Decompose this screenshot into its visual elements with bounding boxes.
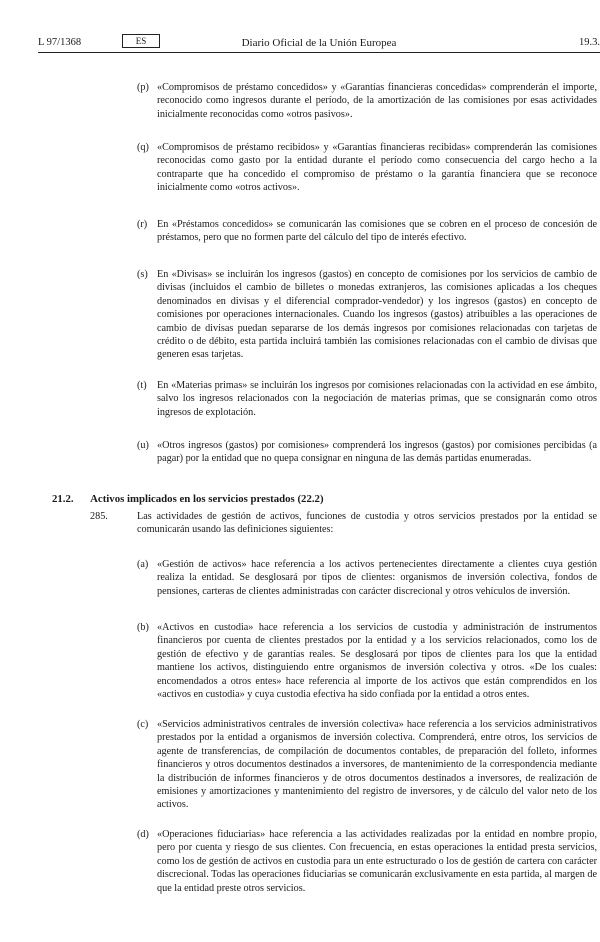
- list-item-a: [137, 558, 597, 598]
- list-item-r: [137, 218, 597, 245]
- item-label: (u): [137, 440, 149, 451]
- list-item-q: [137, 141, 597, 195]
- item-text: «Otros ingresos (gastos) por comisiones» comprenderá los ingresos (gastos) por comisiones percibidas (a pagar) por la entidad que no quepa consignar en ninguna de las demás partidas enumeradas.: [157, 440, 597, 465]
- item-text: En «Divisas» se incluirán los ingresos (gastos) en concepto de comisiones por los servicios de cambio de divisas (incluidos el cambio de billetes o monedas extranjeros, las comisiones aplicadas a los cheques denominados en divisas y el diferencial comprador-vendedor) y los ingresos (gastos) en concepto de comisiones por operaciones internacionales. Cuando los ingresos (gastos) atribuibles a las operaciones de cambio de divisas puedan separarse de los demás ingresos por comisiones relacionadas con tarjetas de crédito o de débito, esta partida incluirá también las comisiones relacionadas con el cambio de divisas que generen esas tarjetas.: [157, 269, 597, 361]
- journal-title: Diario Oficial de la Unión Europea: [241, 37, 397, 49]
- list-item-d: [137, 828, 597, 895]
- item-text: «Activos en custodia» hace referencia a los servicios de custodia y administración de instrumentos financieros por cuenta de clientes prestados por la entidad y a los servicios relacionados, como los de gestión de efectivo y de garantías reales. Se desglosará por tipos de clientes para los que la entidad mantiene los activos, distinguiendo entre organismos de inversión colectiva y otros. «De los cuales: encomendados a otros entes» hace referencia al importe de los activos que están comprendidos en los «activos en custodia» y cuya custodia efectiva ha sido confiada por la entidad a otros entes.: [157, 622, 597, 701]
- paragraph-text: Las actividades de gestión de activos, funciones de custodia y otros servicios prestados por la entidad se comunicarán usando las definiciones siguientes:: [137, 511, 597, 536]
- header-date: 19.3.: [579, 37, 600, 48]
- item-text: En «Materias primas» se incluirán los ingresos por comisiones relacionadas con la actividad en ese ámbito, salvo los ingresos relacionados con la negociación de materias primas, que se consignarán como otros ingresos de explotación.: [157, 380, 597, 418]
- list-item-t: [137, 379, 597, 419]
- list-item-b: [137, 621, 597, 701]
- section-number: 21.2.: [52, 493, 74, 505]
- journal-reference: L 97/1368: [38, 37, 82, 48]
- item-label: (t): [137, 380, 147, 391]
- paragraph-285: [90, 510, 597, 537]
- page-header: [38, 32, 600, 54]
- section-heading: [52, 492, 592, 506]
- item-label: (r): [137, 219, 148, 230]
- list-item-p: [137, 81, 597, 121]
- header-rule: [38, 52, 600, 53]
- item-label: (d): [137, 829, 149, 840]
- item-text: «Compromisos de préstamo recibidos» y «Garantías financieras recibidas» comprenderán las comisiones reconocidas como gasto por la entidad durante el período como consecuencia del cargo hecho a la contraparte que ha concedido el compromiso de préstamo o la garantía financiera que se reconoce inicialmente como «otros activos».: [157, 142, 597, 194]
- language-box: ES: [122, 34, 160, 48]
- item-label: (q): [137, 142, 149, 153]
- item-text: «Servicios administrativos centrales de inversión colectiva» hace referencia a los servicios administrativos prestados por la entidad a organismos de inversión colectiva. Comprenderá, entre otros, los servicios de agente de transferencias, de compilación de documentos contables, de preparación del folleto, informes financieros y otros documentos destinados a inversores, de mantenimiento de la correspondencia mediante la distribución de informes financieros y de otros documentos destinados a inversores, de realización de emisiones y amortizaciones y mantenimiento del registro de inversores, y de cálculo del valor neto de los activos.: [157, 719, 597, 811]
- item-text: «Operaciones fiduciarias» hace referencia a las actividades realizadas por la entidad en nombre propio, pero por cuenta y riesgo de sus clientes. Con frecuencia, en estas operaciones la entidad presta servicios, como los de gestión de activos en custodia para un ente estructurado o los de gestión de cartera con carácter discrecional. Todas las operaciones fiduciarias se comunicarán exclusivamente en esta partida, al margen de que la entidad preste otros servicios.: [157, 829, 597, 894]
- item-label: (b): [137, 622, 149, 633]
- section-title: Activos implicados en los servicios prestados (22.2): [90, 493, 324, 505]
- list-item-u: [137, 439, 597, 466]
- list-item-s: [137, 268, 597, 362]
- item-label: (a): [137, 559, 149, 570]
- paragraph-number: 285.: [90, 511, 108, 522]
- item-label: (c): [137, 719, 149, 730]
- item-text: «Compromisos de préstamo concedidos» y «Garantías financieras concedidas» comprenderán el importe, reconocido como ingresos durante el período, de la amortización de las comisiones por esas actividades inicialmente reconocidas como «otros pasivos».: [157, 82, 597, 120]
- item-text: En «Préstamos concedidos» se comunicarán las comisiones que se cobren en el proceso de concesión de préstamos, pero que no formen parte del cálculo del tipo de interés efectivo.: [157, 219, 597, 244]
- item-label: (s): [137, 269, 148, 280]
- item-label: (p): [137, 82, 149, 93]
- list-item-c: [137, 718, 597, 812]
- item-text: «Gestión de activos» hace referencia a los activos pertenecientes directamente a clientes cuya gestión realiza la entidad. Se desglosará por tipos de clientes: organismos de inversión colectiva, fondos de pensiones, carteras de clientes administradas con carácter discrecional y otros vehículos de inversión.: [157, 559, 597, 597]
